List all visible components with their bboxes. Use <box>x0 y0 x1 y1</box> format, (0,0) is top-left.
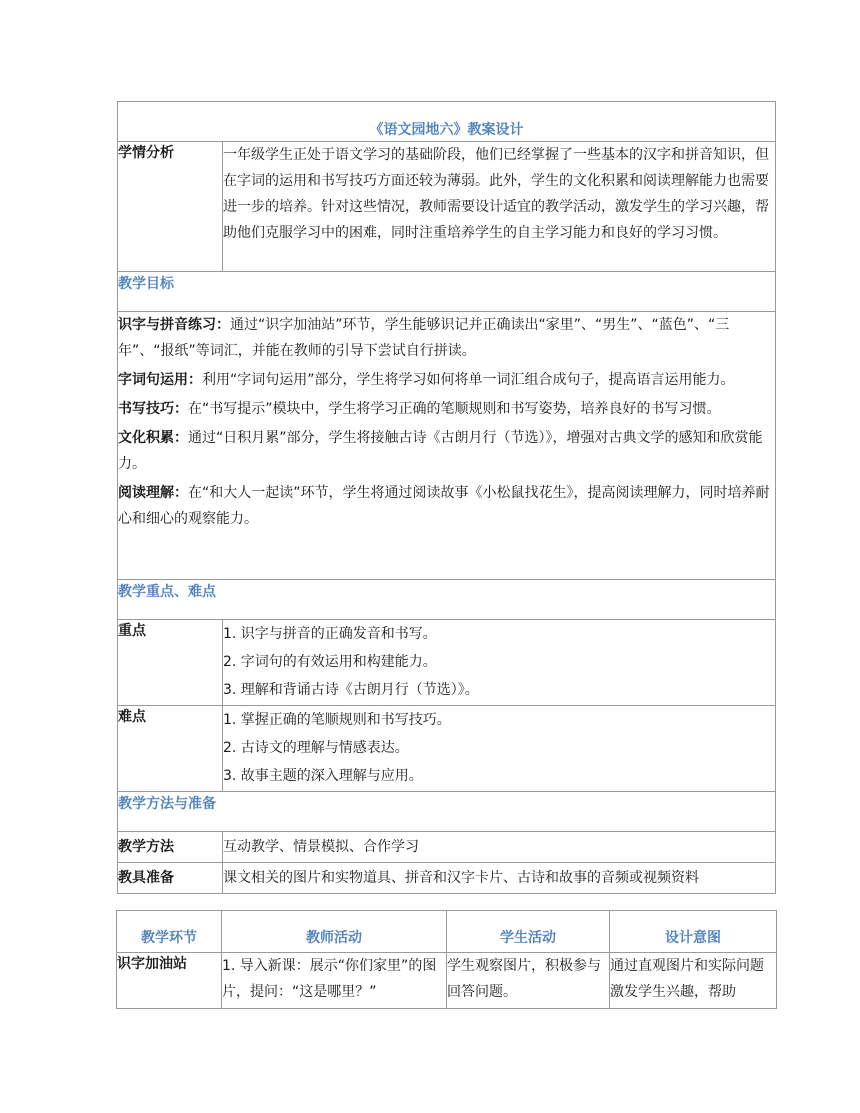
header-student: 学生活动 <box>447 911 610 953</box>
focus-list <box>223 620 776 706</box>
focus-label: 重点 <box>118 620 223 706</box>
stage-cell: 识字加油站 <box>117 953 222 1009</box>
prep-text: 课文相关的图片和实物道具、拼音和汉字卡片、古诗和故事的音频或视频资料 <box>223 863 776 894</box>
objective-label: 书写技巧： <box>118 401 188 417</box>
method-label: 教学方法 <box>118 832 223 863</box>
objective-item <box>118 396 775 422</box>
method-text: 互动教学、情景模拟、合作学习 <box>223 832 776 863</box>
design-intent: 通过直观图片和实际问题激发学生兴趣，帮助 <box>610 953 777 1009</box>
objective-text: 在“和大人一起读”环节，学生将通过阅读故事《小松鼠找花生》，提高阅读理解力，同时培养耐心和细心的观察能力。 <box>118 485 770 527</box>
difficulty-list <box>223 706 776 792</box>
lesson-plan-table <box>117 101 776 894</box>
objective-item <box>118 312 775 364</box>
objectives-heading: 教学目标 <box>118 272 776 312</box>
objectives-list <box>118 312 776 580</box>
header-stage: 教学环节 <box>117 911 222 953</box>
focus-item: 2. 字词句的有效运用和构建能力。 <box>223 654 437 670</box>
difficulty-label: 难点 <box>118 706 223 792</box>
key-points-heading: 教学重点、难点 <box>118 580 776 620</box>
difficulty-item: 2. 古诗文的理解与情感表达。 <box>223 740 409 756</box>
objective-label: 文化积累： <box>118 430 188 446</box>
focus-item: 3. 理解和背诵古诗《古朗月行（节选）》。 <box>223 682 479 698</box>
analysis-label: 学情分析 <box>118 142 223 272</box>
prep-label: 教具准备 <box>118 863 223 894</box>
title-cell <box>118 102 776 142</box>
objective-text: 通过“日积月累”部分，学生将接触古诗《古朗月行（节选）》，增强对古典文学的感知和欣赏能力。 <box>118 430 763 472</box>
analysis-text: 一年级学生正处于语文学习的基础阶段，他们已经掌握了一些基本的汉字和拼音知识，但在字词的运用和书写技巧方面还较为薄弱。此外，学生的文化积累和阅读理解能力也需要进一步的培养。针对这些情况，教师需要设计适宜的教学活动，激发学生的学习兴趣，帮助他们克服学习中的困难，同时注重培养学生的自主学习能力和良好的学习习惯。 <box>223 142 776 272</box>
methods-heading: 教学方法与准备 <box>118 792 776 832</box>
objective-label: 阅读理解： <box>118 485 188 501</box>
objective-item <box>118 367 775 393</box>
header-intent: 设计意图 <box>610 911 777 953</box>
teacher-activity: 1. 导入新课：展示“你们家里”的图片，提问：“这是哪里？” <box>222 953 447 1009</box>
header-teacher: 教师活动 <box>222 911 447 953</box>
objective-item <box>118 425 775 477</box>
objective-label: 字词句运用： <box>118 372 202 388</box>
objective-text: 利用“字词句运用”部分，学生将学习如何将单一词汇组合成句子，提高语言运用能力。 <box>202 372 735 388</box>
process-table <box>116 910 777 1009</box>
objective-text: 通过“识字加油站”环节，学生能够识记并正确读出“家里”、“男生”、“蓝色”、“三年”、“报纸”等词汇，并能在教师的引导下尝试自行拼读。 <box>118 317 730 359</box>
page-title: 《语文园地六》教案设计 <box>369 122 524 138</box>
objective-label: 识字与拼音练习： <box>118 317 230 333</box>
objective-item <box>118 480 775 532</box>
objective-text: 在“书写提示”模块中，学生将学习正确的笔顺规则和书写姿势，培养良好的书写习惯。 <box>188 401 721 417</box>
student-activity: 学生观察图片，积极参与回答问题。 <box>447 953 610 1009</box>
difficulty-item: 1. 掌握正确的笔顺规则和书写技巧。 <box>223 712 451 728</box>
focus-item: 1. 识字与拼音的正确发音和书写。 <box>223 626 437 642</box>
difficulty-item: 3. 故事主题的深入理解与应用。 <box>223 768 423 784</box>
